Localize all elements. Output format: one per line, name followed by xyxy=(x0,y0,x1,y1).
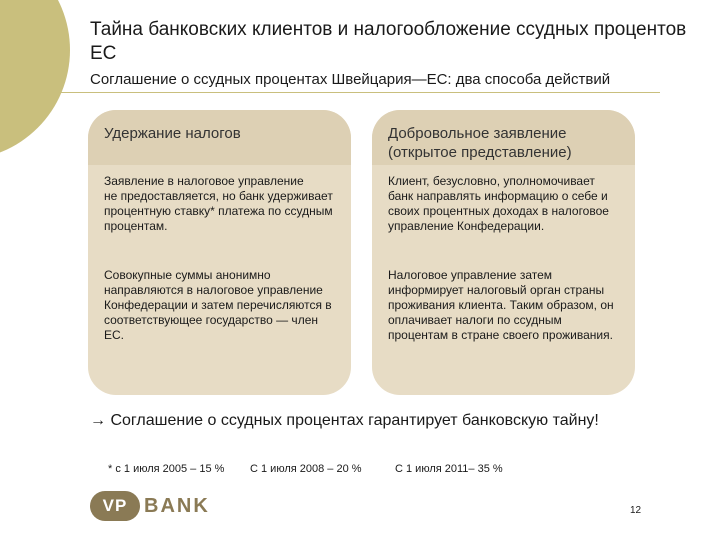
withholding-tax-panel xyxy=(88,110,351,395)
logo-text: BANK xyxy=(144,494,210,517)
panel-paragraph-1: Клиент, безусловно, уполномочивает банк направлять информацию о себе и своих процентных доходах в налоговое управление Конфедерации. xyxy=(388,174,609,233)
arrow-icon: → xyxy=(90,412,106,429)
panel-paragraph-1: Заявление в налоговое управление не предоставляется, но банк удерживает процентную ставку* платежа по ссудным процентам. xyxy=(104,174,333,233)
decorative-circle xyxy=(0,0,70,160)
panel-paragraph-2: Налоговое управление затем информирует налоговый орган страны проживания клиента. Таким образом, он оплачивает налоги по ссудным процентам в стране своего проживания. xyxy=(388,268,614,342)
footnote-2011: С 1 июля 2011– 35 % xyxy=(395,463,503,475)
conclusion-label: Соглашение о ссудных процентах гарантирует банковскую тайну! xyxy=(110,412,599,429)
page-number: 12 xyxy=(630,505,642,516)
footnote-2005: * с 1 июля 2005 – 15 % xyxy=(108,463,225,475)
footnote-2008: С 1 июля 2008 – 20 % xyxy=(250,463,362,475)
title-divider xyxy=(0,92,660,93)
page-subtitle: Соглашение о ссудных процентах Швейцария—ЕС: два способа действий xyxy=(90,71,611,88)
panel-heading: Добровольное заявление (открытое представление) xyxy=(388,125,572,161)
voluntary-disclosure-panel xyxy=(372,110,635,395)
panel-paragraph-2: Совокупные суммы анонимно направляются в налоговое управление Конфедерации и затем перечисляются в соответствующее государство — член ЕС. xyxy=(104,268,332,342)
page-title: Тайна банковских клиентов и налогообложение ссудных процентов ЕС xyxy=(90,19,687,64)
conclusion-text xyxy=(90,410,650,431)
panel-heading: Удержание налогов xyxy=(104,125,241,142)
vp-bank-logo xyxy=(90,488,210,524)
logo-mark: VP xyxy=(90,491,140,521)
